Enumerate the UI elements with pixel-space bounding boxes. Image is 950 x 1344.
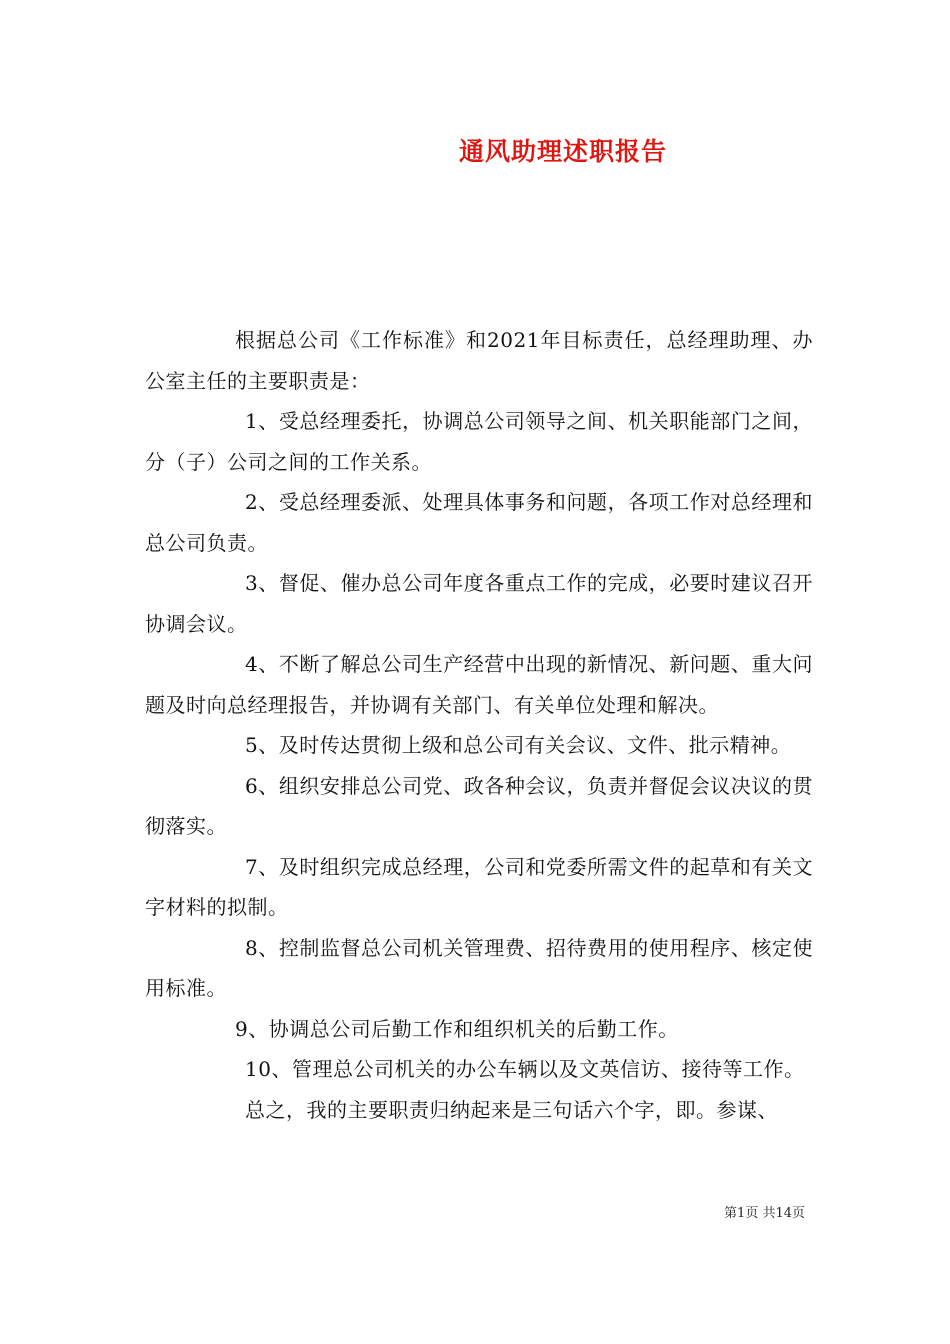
page-number-footer: 第1页 共14页	[724, 1206, 805, 1221]
paragraph-intro: 根据总公司《工作标准》和2021年目标责任，总经理助理、办公室主任的主要职责是：	[145, 328, 813, 393]
paragraph-summary: 总之，我的主要职责归纳起来是三句话六个字，即。参谋、	[245, 1097, 778, 1122]
paragraph-item-7: 7、及时组织完成总经理，公司和党委所需文件的起草和有关文字材料的拟制。	[145, 854, 813, 919]
paragraph-item-2: 2、受总经理委派、处理具体事务和问题，各项工作对总经理和总公司负责。	[145, 490, 813, 555]
paragraph-item-6: 6、组织安排总公司党、政各种会议，负责并督促会议决议的贯彻落实。	[145, 773, 813, 838]
paragraph-item-3: 3、督促、催办总公司年度各重点工作的完成，必要时建议召开协调会议。	[145, 571, 813, 636]
paragraph-item-1: 1、受总经理委托，协调总公司领导之间、机关职能部门之间，分（子）公司之间的工作关系。	[145, 409, 813, 474]
document-title: 通风助理述职报告	[458, 137, 667, 166]
paragraph-item-4: 4、不断了解总公司生产经营中出现的新情况、新问题、重大问题及时向总经理报告，并协调有关部门、有关单位处理和解决。	[145, 652, 813, 717]
paragraph-item-8: 8、控制监督总公司机关管理费、招待费用的使用程序、核定使用标准。	[145, 935, 813, 1000]
paragraph-item-10: 10、管理总公司机关的办公车辆以及文英信访、接待等工作。	[245, 1057, 805, 1081]
paragraph-item-5: 5、及时传达贯彻上级和总公司有关会议、文件、批示精神。	[245, 733, 792, 757]
document-body	[145, 320, 813, 1130]
paragraph-item-9: 9、协调总公司后勤工作和组织机关的后勤工作。	[235, 1016, 679, 1041]
